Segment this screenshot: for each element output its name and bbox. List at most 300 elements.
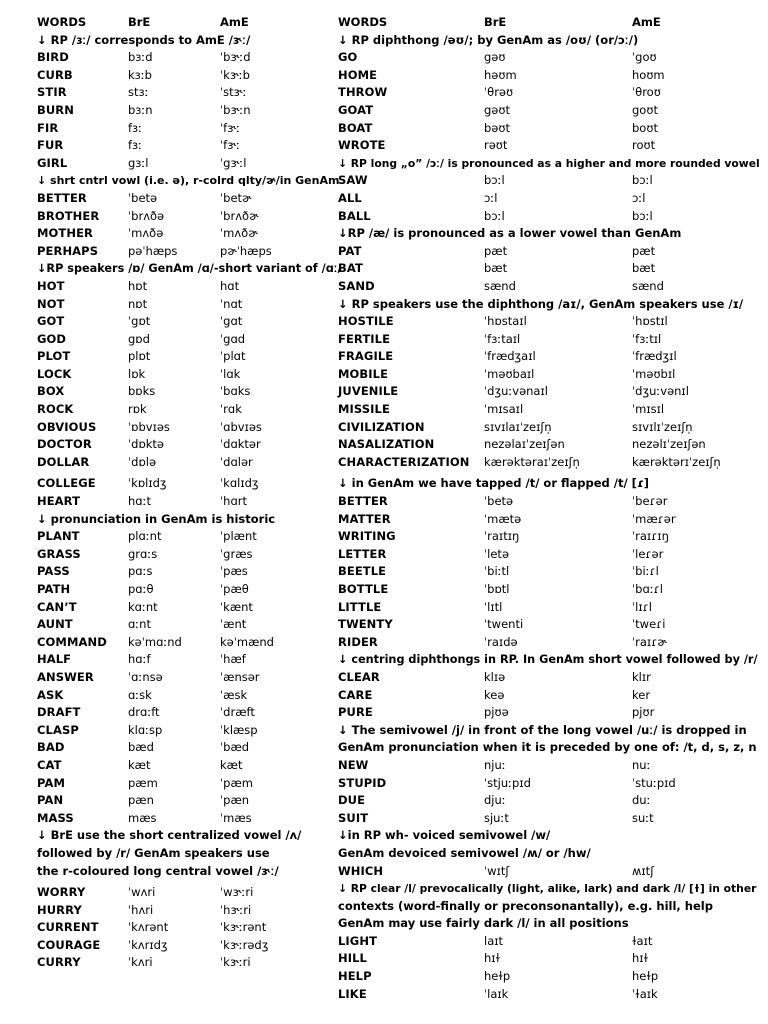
table-row (338, 84, 748, 102)
word-cell: HOSTILE (338, 314, 394, 329)
bre-transcription: rəʊt (484, 138, 508, 153)
word-cell: HOME (338, 67, 378, 82)
table-row (338, 348, 748, 366)
word-cell: GO (338, 50, 358, 65)
word-cell: AUNT (37, 617, 73, 632)
bre-transcription: hɒt (128, 278, 148, 293)
bre-transcription: ˈdɒlə (128, 454, 157, 469)
table-row (37, 581, 332, 599)
ame-transcription: ʍɪtʃ (632, 863, 655, 878)
word-cell: CLEAR (338, 669, 380, 684)
ame-transcription: ˈmɪsɪl (632, 402, 665, 417)
word-cell: LITTLE (338, 599, 382, 614)
section-note: ↓ pronunciation in GenAm is historic (37, 511, 276, 526)
bre-transcription: gɜːl (128, 155, 149, 170)
bre-transcription: mæs (128, 810, 157, 825)
bre-transcription: gəʊt (484, 102, 510, 117)
table-row (338, 669, 748, 687)
ame-transcription: ˈbɝːd (220, 50, 251, 65)
section-note: ↓ RP /ɜː/ corresponds to AmE /ɝː/ (37, 32, 251, 47)
bre-transcription: ˈhɒstaɪl (484, 314, 527, 329)
bre-transcription: hɑːf (128, 652, 151, 667)
ame-transcription: goʊt (632, 102, 658, 117)
table-row (37, 493, 332, 511)
ame-transcription: hoʊm (632, 67, 665, 82)
word-cell: STUPID (338, 775, 387, 790)
bre-transcription: bɜːd (128, 50, 153, 65)
bre-transcription: lɒk (128, 366, 146, 381)
ame-transcription: sænd (632, 278, 664, 293)
word-cell: HOT (37, 278, 65, 293)
ame-transcription: pæt (632, 243, 656, 258)
ame-transcription: ˈbetɚ (220, 190, 252, 205)
bre-transcription: ˈkʌrɪdʒ (128, 937, 168, 952)
bre-transcription: grɑːs (128, 546, 158, 561)
word-cell: HEART (37, 494, 81, 509)
word-cell: MATTER (338, 511, 391, 526)
ame-transcription: ˈməʊbɪl (632, 366, 676, 381)
ame-transcription: ˈpæθ (220, 582, 249, 596)
bre-transcription: ˈɒbvɪəs (128, 419, 170, 434)
bre-transcription: pæt (484, 243, 508, 258)
table-row (37, 137, 332, 155)
word-cell: FUR (37, 138, 64, 153)
ame-transcription: ˈbæd (220, 740, 250, 755)
bre-transcription: njuː (484, 757, 506, 772)
table-row (338, 208, 748, 226)
word-cell: LETTER (338, 546, 387, 561)
ame-transcription: ˈdɑlər (220, 454, 253, 469)
table-row (338, 546, 748, 564)
word-cell: WRITING (338, 529, 396, 544)
table-row (338, 313, 748, 331)
table-row (37, 84, 332, 102)
ame-transcription: ˈfɜːtɪl (632, 331, 662, 346)
ame-transcription: ˈdɑktər (220, 437, 261, 452)
ame-transcription: ˈgɑd (220, 331, 246, 346)
word-cell: BIRD (37, 50, 69, 65)
table-row (338, 419, 748, 437)
bre-transcription: ˈhʌri (128, 902, 154, 917)
table-row (338, 260, 748, 278)
word-cell: CURRY (37, 955, 81, 970)
bre-transcription: kærəktəraɪˈzeɪʃn̩ (484, 454, 580, 469)
bre-transcription: ˈgɒt (128, 314, 151, 329)
ame-transcription: ˈɑbvɪəs (220, 419, 262, 434)
ame-transcription: ˈmʌðɚ (220, 226, 258, 241)
bre-transcription: ˈfɜːtaɪl (484, 331, 521, 346)
bre-transcription: hɪɫ (484, 951, 501, 966)
word-cell: GOT (37, 314, 65, 329)
ame-transcription: ˈgræs (220, 546, 253, 561)
table-row (37, 651, 332, 669)
word-cell: ANSWER (37, 669, 94, 684)
ame-transcription: ˈlɑk (220, 366, 241, 381)
bre-transcription: ˈmætə (484, 511, 522, 526)
bre-transcription: kæt (128, 757, 151, 772)
bre-transcription: ˈbrʌðə (128, 208, 165, 223)
ame-transcription: nezəlɪˈzeɪʃən (632, 437, 706, 452)
section-note: ↓RP speakers /ɒ/ GenAm /ɑ/-short variant of /ɑː/ (37, 262, 342, 276)
bre-transcription: ˈmɪsaɪl (484, 402, 524, 417)
bre-transcription: ˈkʌri (128, 955, 153, 970)
section-note-continuation: GenAm may use fairly dark /l/ in all positions (338, 916, 629, 931)
table-row (338, 933, 748, 951)
word-cell: DUE (338, 793, 366, 808)
bre-transcription: ˈɑːnsə (128, 669, 163, 684)
table-row (37, 454, 332, 472)
table-row (338, 616, 748, 634)
word-cell: HELP (338, 969, 372, 984)
table-row (338, 986, 748, 1004)
bre-transcription: ˈfrædʒaɪl (484, 349, 536, 364)
ame-transcription: ˈrɑk (220, 402, 242, 417)
section-note: ↓ The semivowel /j/ in front of the long vowel /uː/ is dropped in (338, 722, 747, 737)
bre-transcription: ˈbetə (128, 190, 158, 205)
ame-transcription: ˈɫaɪk (632, 986, 658, 1001)
bre-transcription: fɜː (128, 138, 143, 153)
word-cell: MOTHER (37, 226, 93, 241)
bre-transcription: ˈwʌri (128, 885, 156, 900)
table-row (37, 546, 332, 564)
table-row (37, 278, 332, 296)
word-cell: HILL (338, 951, 367, 966)
word-cell: BETTER (338, 494, 388, 509)
section-note: ↓ RP diphthong /əʊ/; by GenAm as /oʊ/ (or/ɔː/) (338, 32, 639, 47)
table-row (37, 348, 332, 366)
table-row (37, 687, 332, 705)
word-cell: PAT (338, 243, 362, 258)
table-row (338, 331, 748, 349)
word-cell: BEETLE (338, 564, 387, 579)
ame-transcription: ˈbiːɾl (632, 564, 659, 579)
table-row (37, 792, 332, 810)
word-cell: THROW (338, 85, 388, 100)
bre-transcription: bæd (128, 740, 154, 755)
table-row (37, 67, 332, 85)
word-cell: WORRY (37, 885, 86, 900)
word-cell: CLASP (37, 722, 79, 737)
ame-transcription: ˈdʒuːvənɪl (632, 384, 689, 399)
table-row (338, 172, 748, 190)
bre-transcription: djuː (484, 793, 506, 808)
bre-transcription: bɔːl (484, 173, 505, 188)
word-cell: GOAT (338, 102, 374, 117)
word-cell: BOX (37, 384, 65, 399)
word-cell: PASS (37, 564, 70, 579)
word-cell: PURE (338, 705, 373, 720)
section-note-continuation: the r-coloured long central vowel /ɝː/ (37, 863, 279, 878)
table-row (338, 493, 748, 511)
table-row (37, 919, 332, 937)
ame-transcription: ˈraɪɾɪŋ (632, 529, 669, 544)
table-row (37, 331, 332, 349)
ame-transcription: ˈnɑt (220, 296, 243, 311)
ame-transcription: ˈfrædʒɪl (632, 349, 677, 364)
word-cell: BETTER (37, 190, 87, 205)
bre-transcription: kəˈmɑːnd (128, 634, 182, 649)
word-cell: NEW (338, 757, 369, 772)
bre-header: BrE (128, 15, 151, 29)
word-cell: GIRL (37, 155, 68, 170)
table-row (37, 120, 332, 138)
word-cell: HALF (37, 652, 72, 667)
bre-transcription: keə (484, 687, 505, 702)
bre-transcription: ˈbɒtl (484, 582, 510, 596)
section-note-continuation: GenAm devoiced semivowel /ʍ/ or /hw/ (338, 845, 591, 860)
bre-transcription: ˈməʊbaɪl (484, 366, 535, 381)
ame-transcription: ˈkɝːrənt (220, 920, 267, 935)
ame-transcription: ˈbɝːn (220, 102, 251, 117)
table-row (37, 669, 332, 687)
word-cell: DRAFT (37, 705, 81, 720)
bre-transcription: nɒt (128, 296, 148, 311)
word-cell: BROTHER (37, 208, 100, 223)
ame-transcription: ˈmæs (220, 810, 252, 825)
section-note: ↓RP /æ/ is pronounced as a lower vowel than GenAm (338, 226, 682, 241)
word-cell: CIVILIZATION (338, 419, 425, 434)
ame-transcription: nuː (632, 757, 651, 772)
table-row (338, 49, 748, 67)
ame-transcription: ˈtweɾi (632, 617, 666, 632)
word-cell: SAND (338, 278, 375, 293)
word-cell: ROCK (37, 402, 74, 417)
ame-transcription: ˈbeɾər (632, 494, 668, 509)
ame-transcription: ˈbɑːɾl (632, 582, 663, 596)
section-note: ↓ RP clear /l/ prevocalically (light, alike, lark) and dark /l/ [ɫ] in other (338, 882, 757, 896)
word-cell: FIR (37, 120, 59, 135)
ame-transcription: ˈfɝː (220, 138, 241, 153)
bre-transcription: pjʊə (484, 705, 509, 720)
bre-transcription: həʊm (484, 67, 517, 82)
bre-transcription: stɜː (128, 85, 149, 100)
bre-transcription: ˈθrəʊ (484, 85, 514, 100)
ame-transcription: ˈgoʊ (632, 50, 657, 65)
bre-transcription: ˈdʒuːvənaɪl (484, 384, 548, 399)
table-row (37, 401, 332, 419)
table-row (338, 366, 748, 384)
table-row (338, 704, 748, 722)
word-cell: CAT (37, 757, 62, 772)
ame-transcription: suːt (632, 810, 654, 825)
table-row (37, 225, 332, 243)
word-cell: COURAGE (37, 937, 101, 952)
word-cell: BALL (338, 208, 371, 223)
table-row (37, 810, 332, 828)
ame-transcription: ɔːl (632, 190, 646, 205)
section-note: ↓ BrE use the short centralized vowel /ʌ/ (37, 828, 302, 843)
word-cell: HURRY (37, 902, 82, 917)
table-row (37, 475, 332, 493)
table-row (37, 563, 332, 581)
ame-transcription: ˈkɝːrədʒ (220, 937, 269, 952)
table-row (338, 968, 748, 986)
table-row (338, 102, 748, 120)
bre-transcription: ˈdɒktə (128, 437, 165, 452)
bre-transcription: rɒk (128, 402, 147, 417)
bre-transcription: ˈraɪdə (484, 634, 518, 649)
ame-transcription: ˈpæn (220, 793, 250, 808)
word-cell: CURRENT (37, 920, 99, 935)
word-cell: CAN’T (37, 599, 77, 614)
bre-transcription: ˈstjuːpɪd (484, 775, 531, 790)
bre-transcription: drɑːft (128, 705, 160, 720)
ame-transcription: ɫaɪt (632, 933, 653, 948)
ame-transcription: heɫp (632, 969, 659, 984)
word-cell: BOAT (338, 120, 373, 135)
ame-transcription: ˈplɑt (220, 349, 246, 364)
bre-transcription: klɪə (484, 669, 506, 684)
word-cell: GOD (37, 331, 67, 346)
table-row (338, 511, 748, 529)
bre-transcription: heɫp (484, 969, 511, 984)
table-row (37, 634, 332, 652)
word-cell: NASALIZATION (338, 437, 435, 452)
table-row (37, 190, 332, 208)
bre-transcription: ˈbiːtl (484, 564, 510, 579)
table-row (338, 137, 748, 155)
ame-header: AmE (220, 15, 249, 29)
section-note: ↓in RP wh- voiced semivowel /w/ (338, 828, 551, 843)
right-column (338, 14, 760, 1003)
word-cell: SUIT (338, 810, 369, 825)
table-row (338, 436, 748, 454)
bre-transcription: bæt (484, 261, 508, 276)
word-cell: WROTE (338, 138, 386, 153)
ame-transcription: ˈkɝːri (220, 955, 251, 970)
table-row (37, 296, 332, 314)
ame-transcription: ˈbɑks (220, 384, 251, 399)
table-row (37, 366, 332, 384)
word-cell: ASK (37, 687, 64, 702)
word-cell: LIKE (338, 986, 367, 1001)
table-row (338, 757, 748, 775)
ame-transcription: ˈhæf (220, 652, 246, 667)
bre-transcription: ˈbetə (484, 494, 514, 509)
word-cell: MISSILE (338, 402, 390, 417)
bre-transcription: bəʊt (484, 120, 510, 135)
ame-transcription: sɪvɪlɪˈzeɪʃn̩ (632, 419, 693, 434)
bre-transcription: ɑːnt (128, 617, 151, 632)
table-row (37, 243, 332, 261)
word-cell: COMMAND (37, 634, 107, 649)
table-row (37, 313, 332, 331)
section-note: ↓ shrt cntrl vowl (i.e. ə), r-colrd qlty/ɚ/in GenAm (37, 174, 340, 188)
word-cell: FERTILE (338, 331, 391, 346)
ame-transcription: ˈkɑlɪdʒ (220, 476, 259, 491)
table-row (338, 792, 748, 810)
word-cell: FRAGILE (338, 349, 394, 364)
word-cell: PLOT (37, 349, 71, 364)
table-row (37, 884, 332, 902)
bre-transcription: klɑːsp (128, 722, 163, 737)
words-header: WORDS (338, 15, 388, 29)
bre-transcription: pæm (128, 775, 158, 790)
word-cell: BOTTLE (338, 582, 389, 596)
left-column (37, 14, 342, 972)
words-header: WORDS (37, 15, 87, 29)
table-row (37, 383, 332, 401)
bre-transcription: plɒt (128, 349, 151, 364)
word-cell: LOCK (37, 366, 72, 381)
ame-header: AmE (632, 15, 661, 29)
word-cell: JUVENILE (338, 384, 399, 399)
word-cell: TWENTY (338, 617, 393, 632)
bre-transcription: pɑːs (128, 564, 153, 579)
bre-transcription: sænd (484, 278, 516, 293)
bre-transcription: hɑːt (128, 494, 151, 509)
bre-transcription: ˈmʌðə (128, 226, 164, 241)
left-header-row (37, 14, 332, 32)
section-note: ↓ RP speakers use the diphthong /aɪ/, GenAm speakers use /ɪ/ (338, 296, 744, 311)
ame-transcription: bɔːl (632, 208, 653, 223)
ame-transcription: ˈlɪɾl (632, 599, 652, 614)
table-row (338, 950, 748, 968)
ame-transcription: ˈgɝːl (220, 155, 247, 170)
ame-transcription: ˈθroʊ (632, 85, 661, 100)
bre-transcription: pəˈhæps (128, 243, 178, 258)
table-row (37, 757, 332, 775)
ame-transcription: ˈhɑrt (220, 494, 247, 509)
word-cell: BAT (338, 261, 363, 276)
table-row (338, 67, 748, 85)
word-cell: MOBILE (338, 366, 389, 381)
word-cell: DOLLAR (37, 454, 90, 469)
table-row (338, 401, 748, 419)
bre-transcription: ˈletə (484, 546, 510, 561)
word-cell: DOCTOR (37, 437, 92, 452)
bre-transcription: kɑːnt (128, 599, 158, 614)
word-cell: CHARACTERIZATION (338, 454, 470, 469)
table-row (37, 419, 332, 437)
word-cell: CURB (37, 67, 73, 82)
ame-transcription: ˈraɪɾɚ (632, 634, 667, 649)
table-row (338, 383, 748, 401)
ame-transcription: roʊt (632, 138, 656, 153)
word-cell: NOT (37, 296, 65, 311)
ame-transcription: ˈplænt (220, 529, 257, 544)
table-row (338, 120, 748, 138)
section-note-continuation: followed by /r/ GenAm speakers use (37, 845, 270, 860)
table-row (338, 687, 748, 705)
ame-transcription: ˈkɝːb (220, 67, 250, 82)
bre-transcription: sjuːt (484, 810, 509, 825)
word-cell: MASS (37, 810, 74, 825)
table-row (338, 599, 748, 617)
bre-transcription: fɜː (128, 120, 143, 135)
section-note: ↓ in GenAm we have tapped /t/ or flapped /t/ [ɾ] (338, 476, 650, 491)
word-cell: BAD (37, 740, 65, 755)
ame-transcription: ˈænsər (220, 669, 260, 684)
table-row (338, 810, 748, 828)
right-header-row (338, 14, 748, 32)
table-row (338, 634, 748, 652)
section-note: ↓ RP long „o” /ɔː/ is pronounced as a higher and more rounded vowel (338, 156, 760, 170)
ame-transcription: ˈæsk (220, 687, 248, 702)
ame-transcription: ˈdræft (220, 705, 255, 720)
word-cell: OBVIOUS (37, 419, 97, 434)
ame-transcription: boʊt (632, 120, 658, 135)
ame-transcription: ˈleɾər (632, 546, 664, 561)
bre-transcription: pæn (128, 793, 154, 808)
bre-transcription: bɔːl (484, 208, 505, 223)
table-row (37, 616, 332, 634)
table-row (37, 155, 332, 173)
bre-transcription: ɔːl (484, 190, 498, 205)
ame-transcription: kærəktərɪˈzeɪʃn̩ (632, 454, 721, 469)
section-note-continuation: GenAm pronunciation when it is preceded by one of: /t, d, s, z, n (338, 740, 757, 755)
ame-transcription: pjʊr (632, 705, 655, 720)
